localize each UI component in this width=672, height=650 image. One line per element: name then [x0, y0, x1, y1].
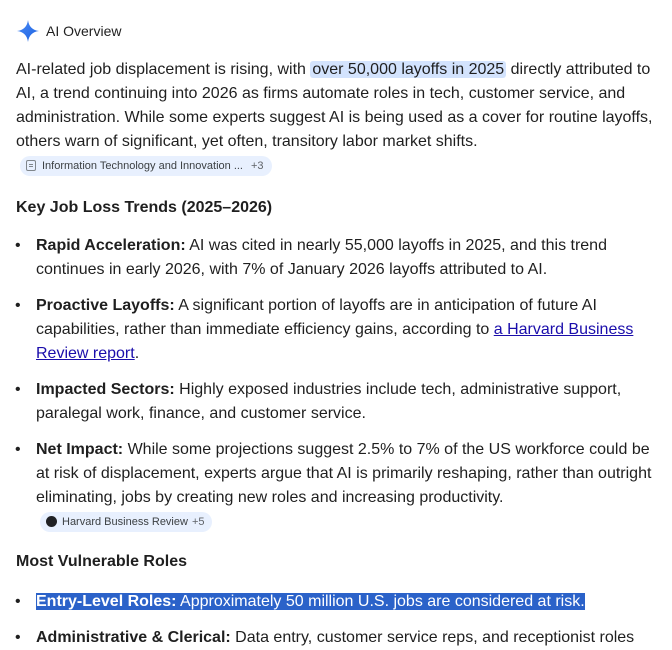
source-chip-hbr[interactable]: [40, 512, 212, 532]
bullet-icon: •: [15, 593, 21, 610]
highlighted-stat[interactable]: over 50,000 layoffs in 2025: [312, 61, 505, 78]
source-chip-label: Information Technology and Innovation ...: [42, 159, 243, 172]
source-chip-label: Harvard Business Review: [62, 515, 188, 528]
list-item: • Proactive Layoffs: A significant portion of layoffs are in anticipation of future AI capabilities, rather than immediate efficiency gains, according to a Harvard Business Review report.: [16, 294, 656, 366]
hbr-report-link[interactable]: a Harvard Business Review report: [36, 321, 634, 362]
hbr-favicon-icon: [46, 516, 57, 527]
ai-overview-title: AI Overview: [46, 23, 122, 39]
bullet-icon: •: [15, 381, 21, 398]
ai-overview-header: [16, 19, 121, 43]
document-icon: [26, 160, 36, 171]
selected-text[interactable]: Entry-Level Roles: Approximately 50 million U.S. jobs are considered at risk.: [36, 593, 585, 610]
gemini-sparkle-icon: [16, 19, 40, 43]
list-item: • Impacted Sectors: Highly exposed industries include tech, administrative support, paralegal work, finance, and customer service.: [16, 378, 656, 426]
list-item: • Net Impact: While some projections suggest 2.5% to 7% of the US workforce could be at risk of displacement, experts argue that AI is primarily reshaping, rather than outright eliminating, jobs by creating new roles and increasing productivity. Harvard Business Review +5: [16, 438, 656, 534]
bullet-icon: •: [15, 441, 21, 458]
bullet-icon: •: [15, 237, 21, 254]
bullet-icon: •: [15, 297, 21, 314]
source-chip-count: +5: [191, 515, 205, 528]
list-item: [16, 590, 656, 614]
list-item: • Administrative & Clerical: Data entry, customer service reps, and receptionist roles: [16, 626, 656, 650]
section-heading-trends: Key Job Loss Trends (2025–2026): [16, 199, 273, 216]
bullet-icon: •: [15, 629, 21, 646]
source-chip-count: +3: [251, 159, 264, 172]
list-item: • Rapid Acceleration: AI was cited in nearly 55,000 layoffs in 2025, and this trend continues in early 2026, with 7% of January 2026 layoffs attributed to AI.: [16, 234, 656, 282]
section-heading-roles: Most Vulnerable Roles: [16, 553, 187, 570]
intro-paragraph: AI-related job displacement is rising, with over 50,000 layoffs in 2025 directly attributed to AI, a trend continuing into 2026 as firms automate roles in tech, customer service, and administration. While some experts suggest AI is being used as a cover for routine layoffs, others warn of significant, yet often, transitory labor market shifts. Information Technology and Innovation ... +3: [16, 58, 656, 178]
source-chip-itif[interactable]: [20, 156, 272, 176]
